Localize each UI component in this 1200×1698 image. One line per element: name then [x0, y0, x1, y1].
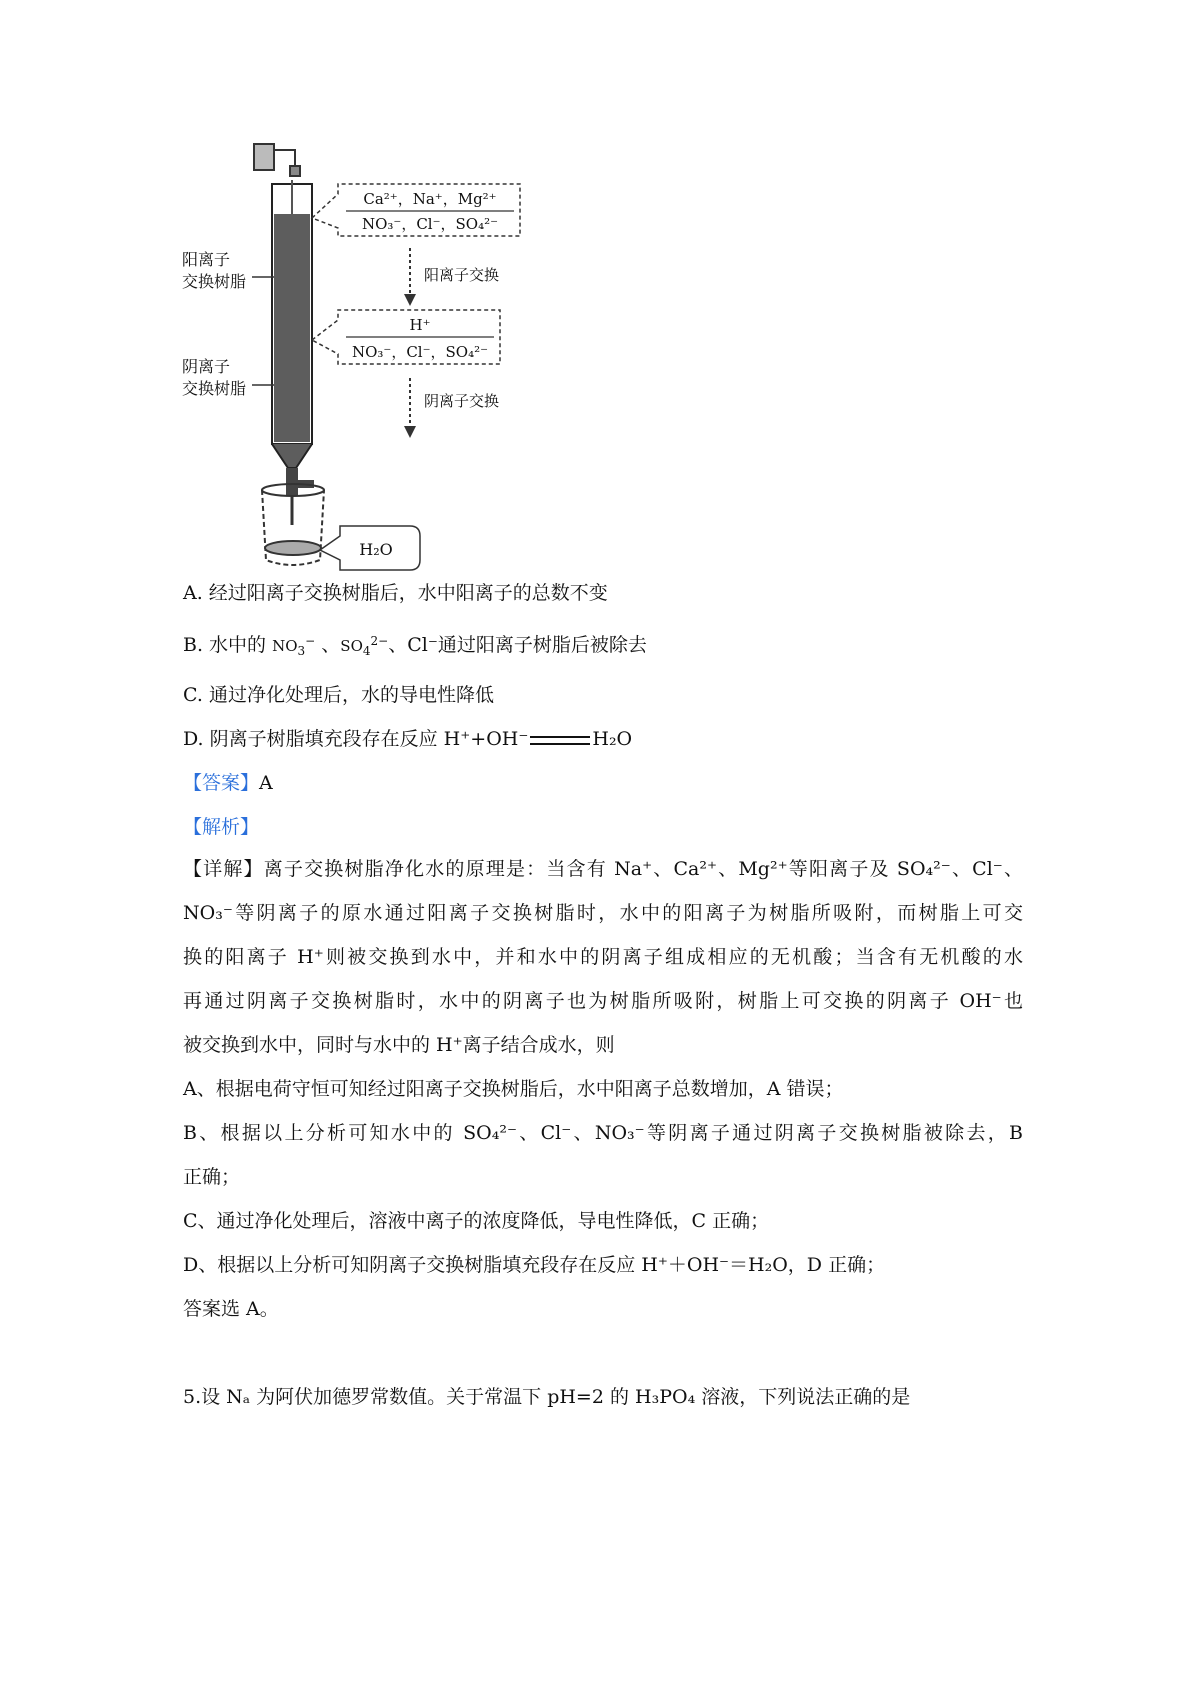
formula-no3: $NO_3^-$ — [272, 634, 316, 658]
exchange-column — [272, 180, 314, 525]
cation-resin-label — [182, 250, 274, 291]
explanation-c: C、通过净化处理后，溶液中离子的浓度降低，导电性降低，C 正确； — [183, 1210, 770, 1232]
double-bar-equals — [530, 736, 590, 745]
option-b — [183, 632, 647, 659]
svg-text:阳离子交换: 阳离子交换 — [424, 266, 500, 284]
ion-box-before — [312, 184, 520, 236]
explanation-b: B、根据以上分析可知水中的 SO₄²⁻、Cl⁻、NO₃⁻等阴离子通过阴离子交换树脂被除去，B — [183, 1122, 1023, 1144]
detail-line-4: 再通过阴离子交换树脂时，水中的阴离子也为树脂所吸附，树脂上可交换的阴离子 OH⁻也 — [183, 990, 1023, 1012]
detail-text-1: 离子交换树脂净化水的原理是：当含有 Na⁺、Ca²⁺、Mg²⁺等阳离子及 SO₄²⁻、Cl⁻、 — [263, 858, 1023, 880]
detail-line-2: NO₃⁻等阴离子的原水通过阳离子交换树脂时，水中的阳离子为树脂所吸附，而树脂上可交 — [183, 902, 1023, 924]
ion-exchange-diagram — [180, 140, 580, 620]
option-b-sep: 、 — [321, 634, 341, 656]
option-d — [183, 726, 632, 752]
svg-text:阴离子交换: 阴离子交换 — [424, 392, 500, 410]
detail-line-5: 被交换到水中，同时与水中的 H⁺离子结合成水，则 — [183, 1034, 615, 1056]
ion-box-after — [312, 310, 500, 364]
svg-text:NO₃⁻，Cl⁻，SO₄²⁻: NO₃⁻，Cl⁻，SO₄²⁻ — [361, 215, 499, 233]
detail-line-3: 换的阳离子 H⁺则被交换到水中，并和水中的阴离子组成相应的无机酸；当含有无机酸的水 — [183, 946, 1023, 968]
explanation-d: D、根据以上分析可知阴离子交换树脂填充段存在反应 H⁺＋OH⁻＝H₂O，D 正确； — [183, 1254, 886, 1276]
svg-text:NO₃⁻，Cl⁻，SO₄²⁻: NO₃⁻，Cl⁻，SO₄²⁻ — [351, 343, 489, 361]
detail-line-1 — [183, 856, 1023, 882]
option-b-prefix: B. 水中的 — [183, 634, 267, 656]
svg-text:交换树脂: 交换树脂 — [182, 379, 247, 398]
option-a: A. 经过阳离子交换树脂后，水中阳离子的总数不变 — [183, 582, 608, 604]
answer-line — [183, 770, 273, 796]
option-d-suffix: H₂O — [592, 728, 633, 750]
svg-text:阴离子: 阴离子 — [182, 357, 231, 376]
anion-resin-label — [182, 357, 274, 398]
svg-text:交换树脂: 交换树脂 — [182, 272, 247, 291]
analysis-tag: 【解析】 — [183, 816, 260, 838]
faucet-icon — [254, 144, 300, 176]
explanation-a: A、根据电荷守恒可知经过阳离子交换树脂后，水中阳离子总数增加，A 错误； — [183, 1078, 844, 1100]
svg-text:阳离子: 阳离子 — [182, 250, 231, 269]
svg-text:H⁺: H⁺ — [409, 316, 431, 334]
option-b-suffix: 、Cl⁻通过阳离子树脂后被除去 — [388, 634, 647, 656]
answer-tag: 【答案】 — [183, 772, 260, 794]
final-answer: 答案选 A。 — [183, 1298, 279, 1320]
svg-text:H₂O: H₂O — [359, 540, 393, 559]
question-5: 5.设 Nₐ 为阿伏加德罗常数值。关于常温下 pH=2 的 H₃PO₄ 溶液，下列说法正确的是 — [183, 1386, 911, 1408]
cation-exchange-arrow — [404, 248, 499, 306]
explanation-b-cont: 正确； — [183, 1166, 241, 1188]
answer-value: A — [259, 772, 273, 794]
svg-text:Ca²⁺，Na⁺，Mg²⁺: Ca²⁺，Na⁺，Mg²⁺ — [363, 190, 497, 208]
formula-so4: $SO_4^{2-}$ — [340, 634, 389, 658]
anion-exchange-arrow — [404, 378, 499, 438]
detail-tag: 【详解】 — [183, 858, 264, 880]
option-d-prefix: D. 阴离子树脂填充段存在反应 H⁺+OH⁻ — [183, 728, 529, 750]
option-c: C. 通过净化处理后，水的导电性降低 — [183, 684, 494, 706]
h2o-box — [320, 526, 420, 570]
